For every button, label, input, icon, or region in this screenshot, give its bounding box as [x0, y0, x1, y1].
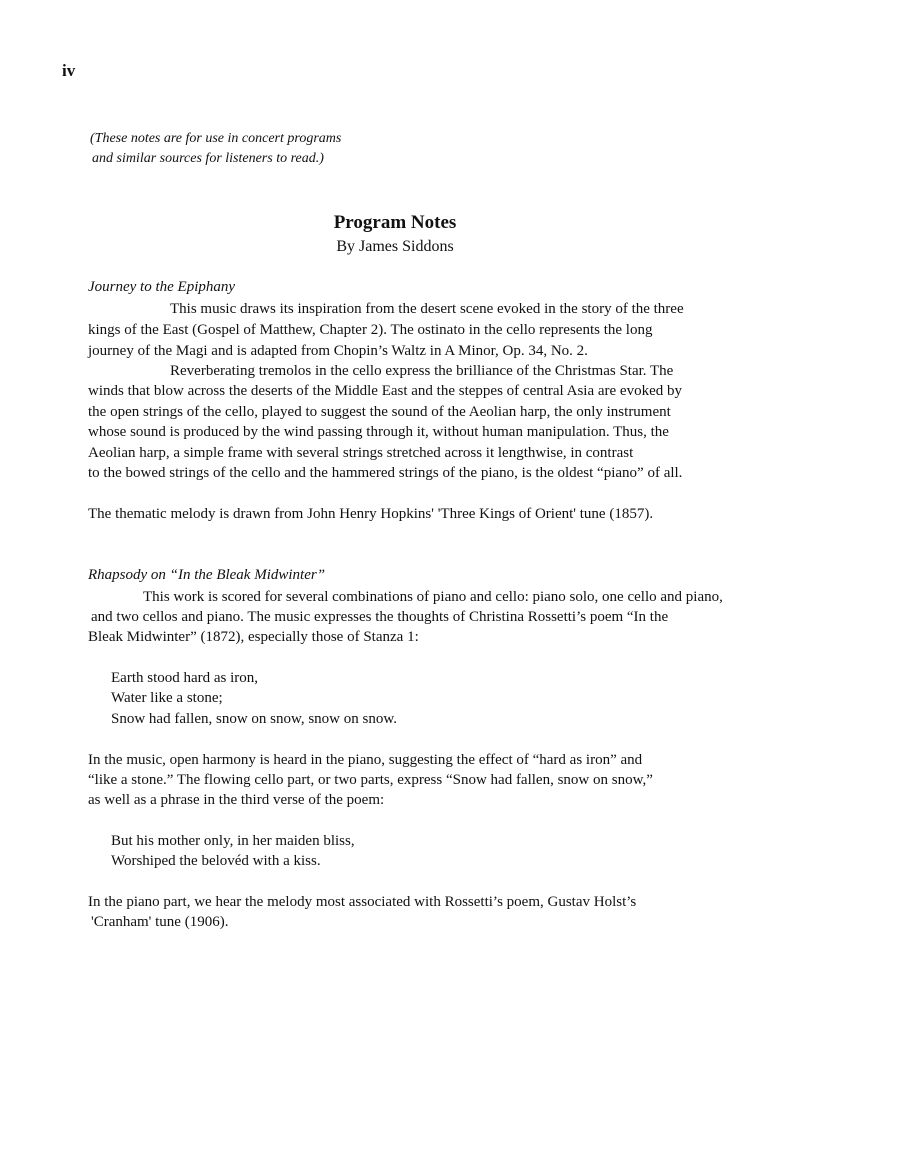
paragraph-line: In the music, open harmony is heard in the piano, suggesting the effect of “hard as iron” and — [88, 752, 643, 768]
paragraph-line: as well as a phrase in the third verse of the poem: — [88, 792, 385, 808]
paragraph-line: 'Cranham' tune (1906). — [91, 914, 229, 930]
paragraph-line: The thematic melody is drawn from John Henry Hopkins' 'Three Kings of Orient' tune (1857). — [88, 506, 654, 522]
paragraph-line: In the piano part, we hear the melody most associated with Rossetti’s poem, Gustav Holst’s — [88, 894, 637, 910]
paragraph-line: “like a stone.” The flowing cello part, or two parts, express “Snow had fallen, snow on snow,” — [88, 772, 653, 788]
paragraph-line: winds that blow across the deserts of the Middle East and the steppes of central Asia are evoked by — [88, 383, 683, 399]
verse-line: Snow had fallen, snow on snow, snow on snow. — [111, 711, 397, 727]
byline: By James Siddons — [336, 238, 454, 255]
paragraph-line: journey of the Magi and is adapted from Chopin’s Waltz in A Minor, Op. 34, No. 2. — [88, 343, 588, 359]
usage-note-line: (These notes are for use in concert programs — [90, 131, 342, 146]
paragraph-line: Bleak Midwinter” (1872), especially those of Stanza 1: — [88, 629, 419, 645]
usage-note-line: and similar sources for listeners to read.) — [92, 151, 324, 166]
verse-line: But his mother only, in her maiden bliss, — [111, 833, 355, 849]
paragraph-line: whose sound is produced by the wind passing through it, without human manipulation. Thus, the — [88, 424, 669, 440]
paragraph-line: to the bowed strings of the cello and the hammered strings of the piano, is the oldest “piano” of all. — [88, 465, 683, 481]
page-title: Program Notes — [333, 212, 457, 233]
section-title-rhapsody: Rhapsody on “In the Bleak Midwinter” — [88, 567, 326, 583]
page-number: iv — [62, 61, 76, 80]
verse-line: Worshiped the belovéd with a kiss. — [111, 853, 321, 869]
verse-line: Water like a stone; — [111, 690, 223, 706]
paragraph-line: Aeolian harp, a simple frame with several strings stretched across it lengthwise, in contrast — [88, 445, 634, 461]
paragraph-line: and two cellos and piano. The music expresses the thoughts of Christina Rossetti’s poem “In the — [91, 609, 669, 625]
paragraph-line: This music draws its inspiration from the desert scene evoked in the story of the three — [170, 301, 684, 317]
paragraph-line: the open strings of the cello, played to suggest the sound of the Aeolian harp, the only instrument — [88, 404, 671, 420]
section-title-journey: Journey to the Epiphany — [88, 279, 236, 295]
usage-note — [90, 129, 341, 169]
paragraph-line: kings of the East (Gospel of Matthew, Chapter 2). The ostinato in the cello represents the long — [88, 322, 653, 338]
paragraph-line: This work is scored for several combinations of piano and cello: piano solo, one cello and piano, — [143, 589, 723, 605]
paragraph-line: Reverberating tremolos in the cello express the brilliance of the Christmas Star. The — [170, 363, 674, 379]
verse-line: Earth stood hard as iron, — [111, 670, 259, 686]
